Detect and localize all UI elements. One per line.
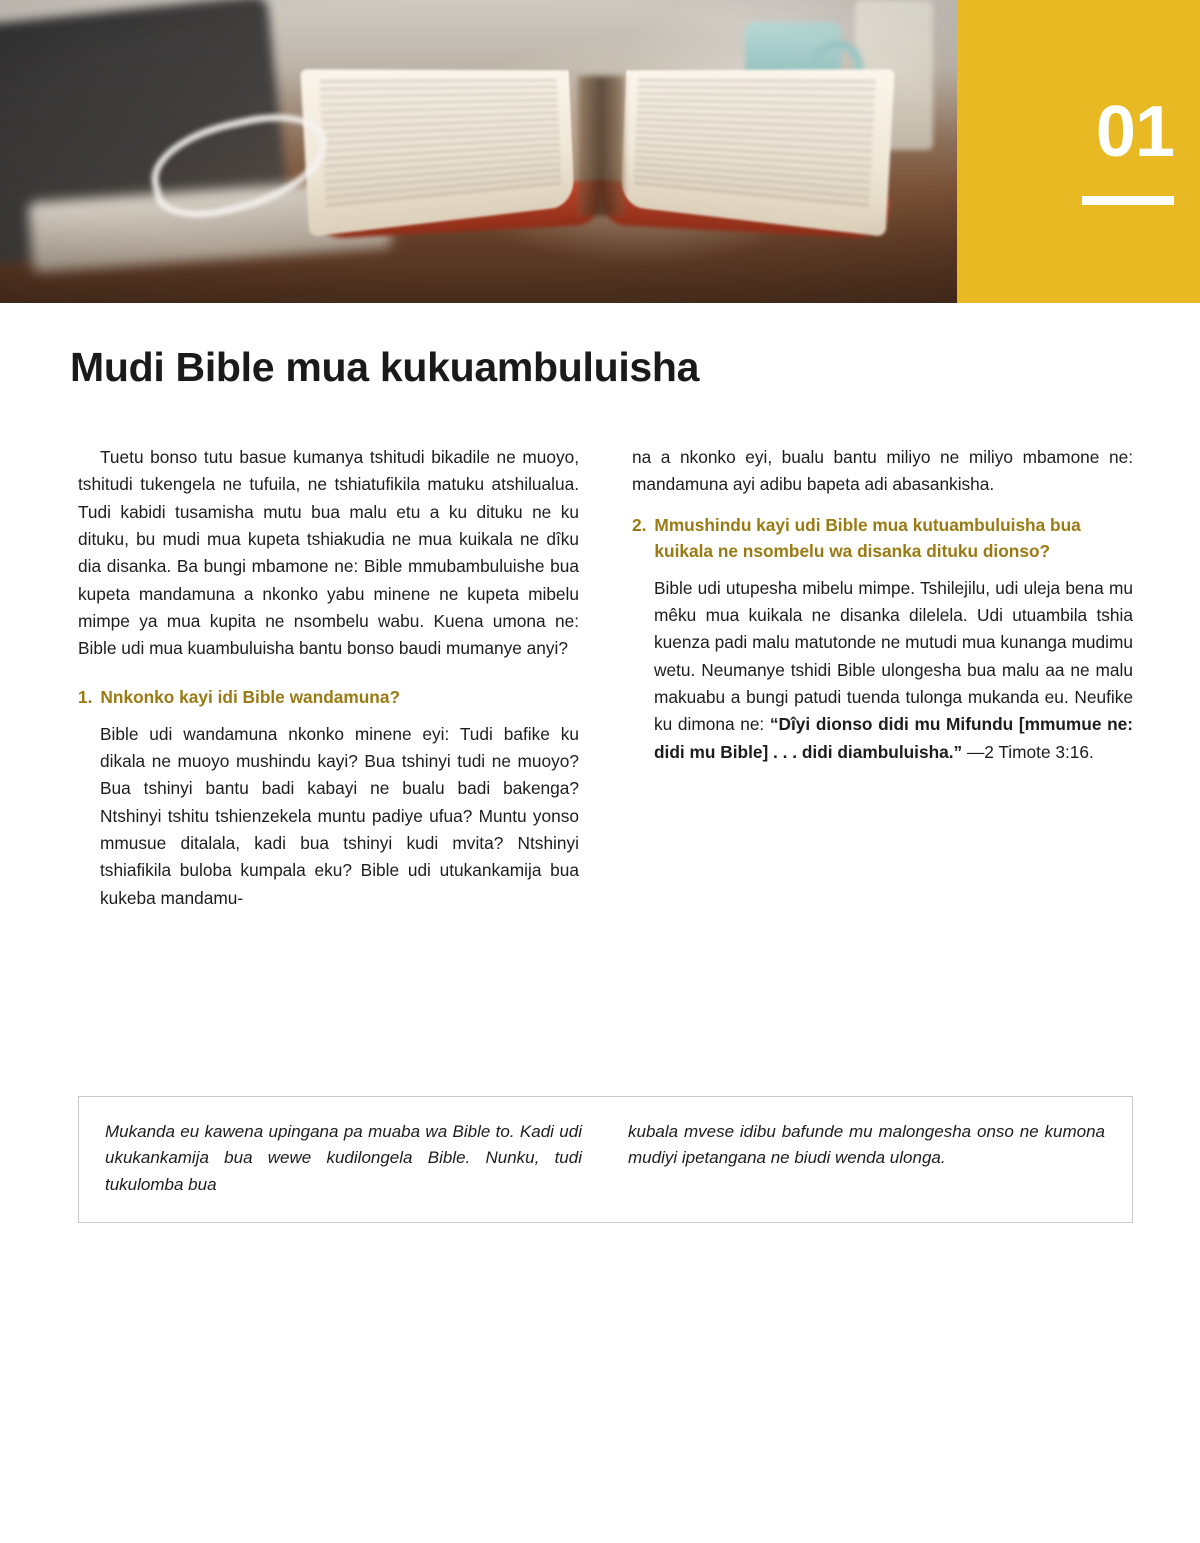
article-body (78, 444, 1133, 926)
scripture-reference: —2 Timote 3:16. (967, 741, 1094, 762)
scripture-quote: “Dîyi dionso didi mu Mifundu [mmumue ne: didi mu Bible] . . . didi diambuluisha.” (654, 714, 1133, 762)
question-1-heading (78, 685, 579, 711)
question-2-heading-text: Mmushindu kayi udi Bible mua kutuambuluisha bua kuikala ne nsombelu wa disanka dituku dionso? (654, 514, 1081, 561)
question-2-heading (632, 513, 1133, 565)
note-box (78, 1096, 1133, 1223)
right-column (632, 444, 1133, 926)
page-title: Mudi Bible mua kukuambuluisha (70, 344, 700, 390)
left-column (78, 444, 579, 926)
hero-banner (0, 0, 1200, 303)
question-1-answer (78, 721, 579, 912)
chapter-number: 01 (1095, 92, 1174, 172)
note-box-left-text: Mukanda eu kawena upingana pa muaba wa Bible to. Kadi udi ukukankamija bua wewe kudilongela Bible. Nunku, tudi tukulomba bua (105, 1122, 582, 1194)
question-2-body (654, 575, 1133, 766)
question-2-number: 2. (632, 514, 647, 535)
badge-underline-rule (1082, 196, 1174, 205)
hero-photo (0, 0, 957, 303)
continuation-paragraph: na a nkonko eyi, bualu bantu miliyo ne miliyo mbamone ne: mandamuna ayi adibu bapeta adi abasankisha. (632, 447, 1133, 495)
question-2-body-text: Bible udi utupesha mibelu mimpe. Tshilejilu, udi uleja bena mu mêku mua kuikala ne disanka dilelela. Udi utuambila tshia kuenza padi malu matutonde ne mutudi mua kunanga mudimu wetu. Neumanye tshidi Bible ulongesha bua malu aa ne malu makuabu a bungi patudi tuenda tulonga mukanda eu. Neufike ku dimona ne: (654, 577, 1133, 735)
question-2-answer (632, 575, 1133, 766)
question-1-heading-text: Nnkonko kayi idi Bible wandamuna? (100, 686, 401, 707)
question-1-body: Bible udi wandamuna nkonko minene eyi: Tudi bafike ku dikala ne muoyo mushindu kayi? Bua tshinyi tudi ne muoyo? Bua tshinyi bantu badi kabayi ne bualu badi bakenga? Ntshinyi tshitu tshienzekela muntu padiye ufua? Muntu yonso mmusue ditalala, kadi bua tshinyi kudi mvita? Ntshinyi tshiafikila buloba kumpala eku? Bible udi utukankamija bua kukeba mandamu- (100, 723, 579, 908)
question-1-number: 1. (78, 686, 93, 707)
intro-paragraph: Tuetu bonso tutu basue kumanya tshitudi bikadile ne muoyo, tshitudi tukengela ne tufuila, ne tshiatufikila matuku atshilualua. Tudi kabidi tusamisha mutu bua malu etu a ku dituku ne ku dituku, bu mudi mua kupeta tshiakudia ne mua kuikala ne dîku dia disanka. Ba bungi mbamone ne: Bible mmubambuluishe bua kupeta mandamuna a nkonko yabu minene ne kupeta mibelu mimpe ya mua kupita ne nsombelu wabu. Kuena umona ne: Bible udi mua kuambuluisha bantu bonso baudi mumanye anyi? (78, 447, 579, 659)
chapter-number-badge (957, 0, 1200, 303)
note-box-right-text: kubala mvese idibu bafunde mu malongesha onso ne kumona mudiyi ipetangana ne biudi wenda ulonga. (628, 1122, 1105, 1168)
photo-vignette (0, 0, 957, 303)
